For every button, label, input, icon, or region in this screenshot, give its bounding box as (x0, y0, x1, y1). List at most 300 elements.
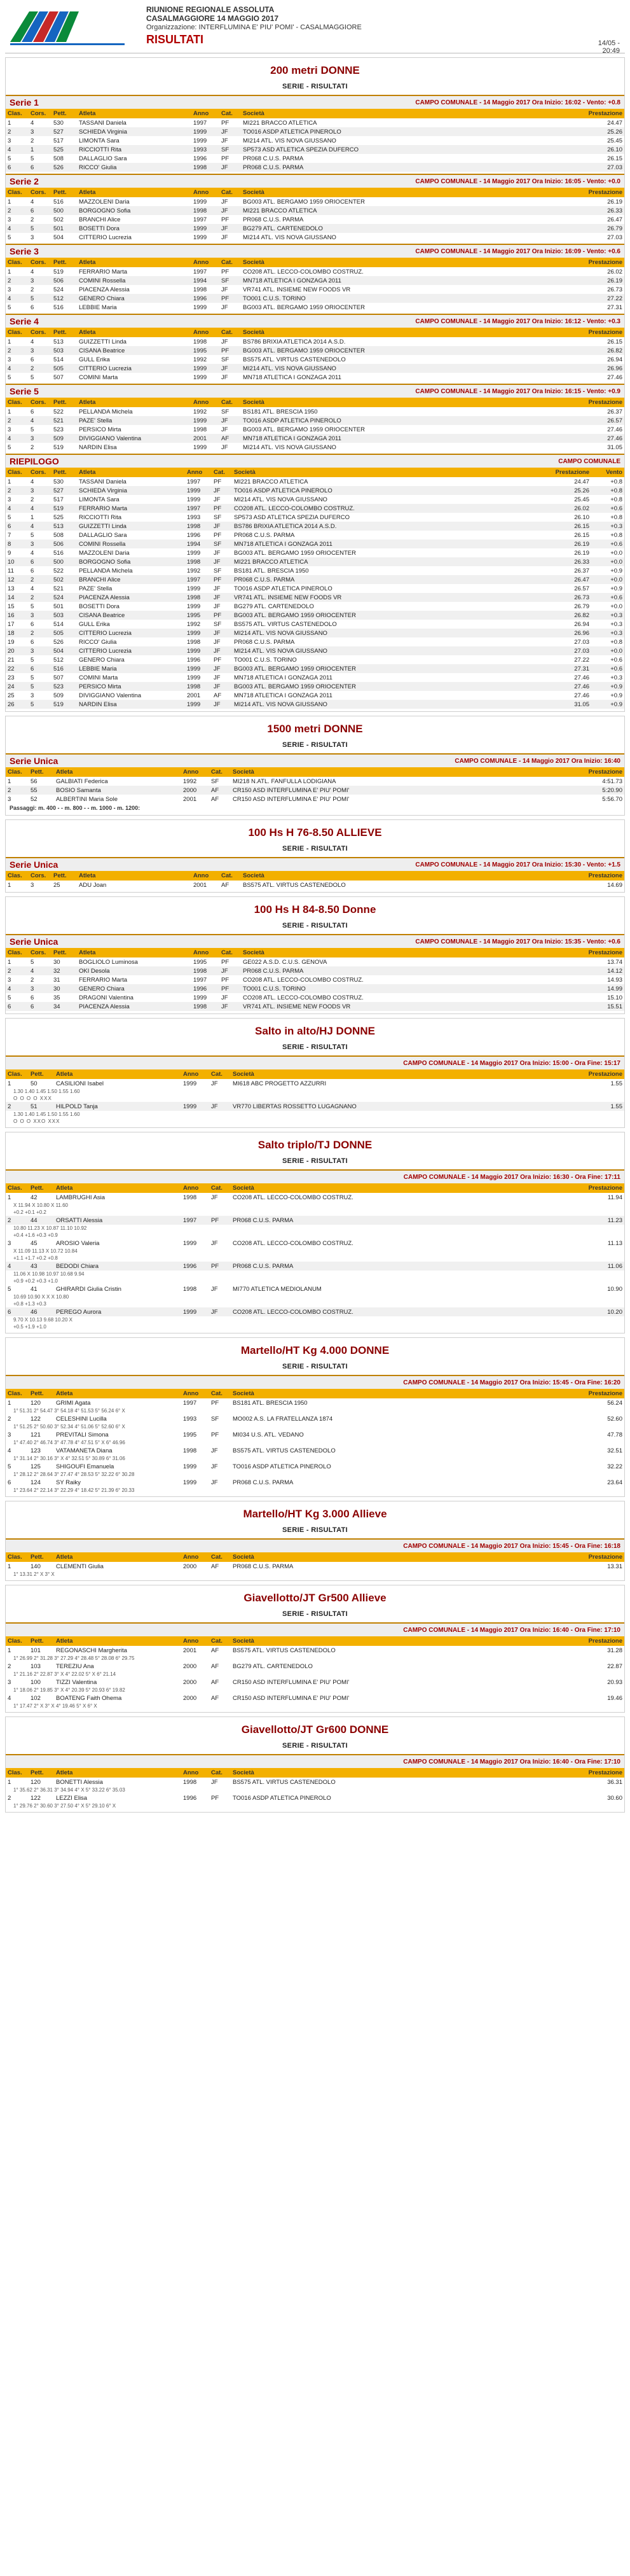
result-cell: 26 (6, 700, 29, 709)
result-cell: 1997 (185, 575, 212, 584)
column-header: Anno (193, 259, 209, 266)
result-cell: 27.03 (542, 646, 591, 655)
result-row (6, 682, 624, 691)
result-cell: 3 (8, 795, 11, 803)
result-row (6, 700, 624, 709)
result-cell: 516 (51, 664, 77, 673)
result-row (6, 786, 624, 795)
result-cell: 504 (51, 646, 77, 655)
result-cell: +0.6 (610, 656, 622, 664)
result-cell: 524 (53, 286, 64, 293)
result-cell: 4:51.73 (602, 777, 622, 785)
result-cell: SF (219, 276, 241, 285)
result-row (6, 224, 624, 233)
result-cell: 1 (8, 881, 11, 889)
result-cell: 26.47 (607, 216, 622, 223)
result-cell: 2001 (191, 434, 219, 443)
attempts-cell: 1° 31.14 2° 30.16 3° X 4° 32.51 5° 30.89 6° 31.06 (6, 1455, 624, 1462)
result-cell: 27.03 (607, 233, 622, 241)
result-cell: 30 (51, 984, 77, 993)
result-cell: JF (209, 1102, 231, 1111)
column-header: Cors. (31, 110, 46, 117)
result-row (6, 1285, 624, 1293)
result-cell: JF (209, 1307, 231, 1316)
attempts-row (6, 1702, 624, 1709)
result-cell: PIACENZA Alessia (77, 1002, 191, 1011)
result-cell: 26.19 (574, 549, 589, 557)
result-row (6, 691, 624, 700)
result-cell: PR068 C.U.S. PARMA (234, 531, 295, 539)
result-cell: 26.10 (574, 513, 589, 521)
result-cell: 5 (29, 682, 51, 691)
column-header: Cors. (31, 399, 46, 406)
result-cell: SF (214, 567, 222, 574)
result-cell: 505 (51, 629, 77, 637)
result-row (6, 443, 624, 452)
result-cell: 5 (31, 656, 34, 664)
result-cell: CISANA Beatrice (77, 346, 191, 355)
result-row (6, 584, 624, 593)
header-text (146, 5, 362, 47)
serie-header (6, 314, 624, 328)
result-cell: 519 (53, 443, 64, 451)
result-cell: MN718 ATLETICA I GONZAGA 2011 (243, 373, 341, 381)
result-cell: MI221 BRACCO ATLETICA (243, 119, 317, 127)
column-header: Prestazione (588, 1071, 622, 1078)
result-cell: 32.51 (607, 1447, 622, 1454)
results-table (6, 1069, 624, 1125)
result-cell: 31.05 (542, 700, 591, 709)
result-cell: BS575 ATL. VIRTUS CASTENEDOLO (233, 1447, 336, 1454)
result-cell: 26.33 (567, 206, 624, 215)
attempts-row (6, 1687, 624, 1694)
column-header: Società (233, 1638, 254, 1645)
result-cell: ALBERTINI Maria Sole (56, 795, 118, 803)
result-cell: TO016 ASDP ATLETICA PINEROLO (241, 416, 567, 425)
event-title: 1500 metri DONNE (267, 723, 363, 735)
result-cell: MI218 N.ATL. FANFULLA LODIGIANA (233, 777, 336, 785)
result-cell: 1 (8, 198, 11, 205)
result-cell: 1999 (183, 1463, 197, 1470)
result-cell: SF (214, 513, 222, 521)
column-header: Cat. (221, 259, 233, 266)
result-cell: +0.3 (610, 674, 622, 681)
result-cell: 1 (8, 478, 11, 485)
result-cell: 1998 (193, 338, 207, 345)
result-cell: 3 (8, 137, 11, 144)
result-cell: 2001 (187, 692, 201, 699)
result-cell: CLEMENTI Giulia (56, 1563, 104, 1570)
column-header: Pett. (31, 1185, 44, 1192)
column-header: Cat. (211, 1390, 223, 1397)
attempts-cell: 1° 28.12 2° 28.64 3° 27.47 4° 28.53 5° 32.22 6° 30.28 (6, 1471, 624, 1478)
attempts-cell: 10.69 10.90 X X X 10.80 (6, 1293, 624, 1300)
result-row (6, 1239, 624, 1248)
result-cell: 26.15 (607, 155, 622, 162)
result-cell: 1999 (181, 1307, 209, 1316)
attempts-cell: +1.1 +1.7 +0.2 +0.8 (6, 1255, 624, 1262)
result-cell: 1995 (185, 611, 212, 620)
result-cell: 1999 (191, 127, 219, 136)
result-row (6, 957, 624, 966)
result-cell: PF (211, 1399, 219, 1407)
serie-name: Serie 3 (10, 246, 39, 256)
result-cell: JF (219, 416, 241, 425)
result-cell: 4 (6, 145, 29, 154)
result-cell: 2 (29, 629, 51, 637)
serie-group (6, 174, 624, 242)
result-row (6, 513, 624, 522)
result-cell: 26.33 (542, 557, 591, 566)
result-cell: ADU Joan (79, 881, 107, 889)
serie-info: CAMPO COMUNALE - 14 Maggio 2017 Ora Inizio: 16:12 - Vento: +0.3 (415, 317, 620, 325)
result-cell: 512 (53, 656, 64, 664)
result-cell: 1999 (183, 1239, 197, 1247)
serie-header (6, 454, 624, 468)
result-cell: PF (214, 656, 222, 664)
result-row (6, 1678, 624, 1687)
result-cell: 1995 (183, 1431, 197, 1438)
result-row (6, 1478, 624, 1487)
column-header: Prestazione (588, 949, 622, 956)
result-cell: LEBBIE Maria (79, 303, 117, 311)
result-cell: BOGLIOLO Luminosa (79, 958, 138, 966)
column-header: Società (243, 872, 264, 879)
result-cell: GRIMI Agata (56, 1399, 91, 1407)
result-cell: 6 (31, 408, 34, 415)
result-cell: 509 (51, 434, 77, 443)
result-cell: LAMBRUGHI Asia (56, 1194, 106, 1201)
attempts-cell: O O O O XXX (6, 1095, 624, 1102)
result-cell: 10.20 (567, 1307, 624, 1316)
result-cell: 517 (53, 137, 64, 144)
result-cell: BG003 ATL. BERGAMO 1959 ORIOCENTER (234, 549, 356, 557)
result-cell: 4 (29, 522, 51, 531)
column-header: Atleta (79, 949, 96, 956)
result-cell: PF (212, 575, 232, 584)
result-cell: MN718 ATLETICA I GONZAGA 2011 (241, 434, 567, 443)
result-cell: SF (211, 777, 219, 785)
column-header: Atleta (56, 1638, 73, 1645)
result-cell: AF (211, 1563, 219, 1570)
result-cell: AROSIO Valeria (56, 1239, 100, 1247)
result-cell: BS786 BRIXIA ATLETICA 2014 A.S.D. (232, 522, 542, 531)
serie-group (6, 934, 624, 1011)
result-cell: 100 (31, 1678, 41, 1686)
result-cell: MAZZOLENI Daria (79, 198, 130, 205)
result-row (6, 276, 624, 285)
result-row (6, 575, 624, 584)
result-cell: BS181 ATL. BRESCIA 1950 (233, 1399, 308, 1407)
result-cell: 2 (6, 1216, 29, 1225)
result-cell: 5 (31, 602, 34, 610)
result-cell: LEBBIE Maria (77, 664, 185, 673)
column-header: Anno (183, 1769, 199, 1776)
column-header: Pett. (31, 1071, 44, 1078)
result-cell: 27.22 (574, 656, 589, 664)
result-cell: 14.69 (607, 881, 622, 889)
result-cell: TO016 ASDP ATLETICA PINEROLO (234, 585, 332, 592)
result-cell: NARDIN Elisa (77, 700, 185, 709)
result-cell: 1996 (191, 294, 219, 303)
attempts-cell: 1° 21.16 2° 22.87 3° X 4° 22.02 5° X 6° 21.14 (6, 1671, 624, 1678)
result-row (6, 127, 624, 136)
result-cell: JF (211, 1463, 218, 1470)
result-cell: TO001 C.U.S. TORINO (241, 294, 567, 303)
result-cell: 6 (31, 620, 34, 628)
result-cell: GULL Erika (79, 620, 110, 628)
result-cell: JF (212, 557, 232, 566)
result-cell: PF (209, 1216, 231, 1225)
result-cell: 10.90 (607, 1285, 622, 1293)
header-row (6, 1768, 624, 1778)
result-cell: 1999 (191, 364, 219, 373)
result-cell: CR150 ASD INTERFLUMINA E' PIU' POMI' (233, 795, 350, 803)
column-header: Cat. (221, 872, 233, 879)
result-cell: BOSETTI Dora (79, 602, 120, 610)
attempts-cell: +0.2 +0.1 +0.2 (6, 1209, 624, 1216)
result-cell: PREVITALI Simona (56, 1431, 109, 1438)
result-cell: SF (219, 145, 241, 154)
result-cell: JF (214, 549, 221, 557)
result-cell: SF (221, 356, 229, 363)
result-cell: +0.6 (591, 504, 624, 513)
result-cell: 27.31 (607, 303, 622, 311)
event-subtitle: SERIE - RISULTATI (282, 922, 348, 929)
result-cell: 2 (6, 346, 29, 355)
header-row (6, 948, 624, 957)
result-row (6, 145, 624, 154)
column-header: Anno (193, 329, 209, 336)
result-cell: DALLAGLIO Sara (79, 155, 127, 162)
result-cell: CO208 ATL. LECCO-COLOMBO COSTRUZ. (232, 504, 542, 513)
result-cell: MI618 ABC PROGETTO AZZURRI (233, 1080, 327, 1087)
result-cell: 1997 (193, 216, 207, 223)
result-cell: 513 (53, 338, 64, 345)
result-cell: 500 (51, 557, 77, 566)
result-cell: +0.9 (591, 682, 624, 691)
result-cell: JF (219, 127, 241, 136)
result-row (6, 655, 624, 664)
result-cell: PF (221, 958, 229, 966)
result-cell: 32 (51, 966, 77, 975)
attempts-cell: O O O XXO XXX (6, 1118, 624, 1125)
result-cell: 11.13 (607, 1239, 622, 1247)
result-cell: JF (212, 522, 232, 531)
result-row (6, 233, 624, 242)
result-cell: 516 (53, 198, 64, 205)
result-cell: 1992 (187, 567, 201, 574)
result-cell: 3 (29, 434, 51, 443)
result-row (6, 1646, 624, 1655)
result-cell: NARDIN Elisa (79, 443, 117, 451)
result-cell: 2000 (183, 1563, 197, 1570)
result-row (6, 285, 624, 294)
event-section (5, 1716, 625, 1813)
result-cell: 4 (29, 416, 51, 425)
result-cell: 50 (31, 1080, 38, 1087)
event-title: Giavellotto/JT Gr500 Allieve (243, 1592, 387, 1604)
column-header: Anno (183, 769, 199, 776)
result-cell: 14.93 (607, 976, 622, 984)
result-cell: JF (219, 206, 241, 215)
result-cell: GALBIATI Federica (56, 777, 108, 785)
result-cell: BOSETTI Dora (77, 224, 191, 233)
result-cell: 26.79 (567, 224, 624, 233)
result-cell: AF (211, 795, 219, 803)
result-cell: 6 (31, 638, 34, 646)
result-cell: SF (212, 540, 232, 548)
attempts-row (6, 1455, 624, 1462)
result-cell: BS575 ATL. VIRTUS CASTENEDOLO (243, 356, 346, 363)
result-cell: 34 (51, 1002, 77, 1011)
result-cell: 103 (31, 1662, 41, 1670)
serie-header (6, 1169, 624, 1183)
result-row (6, 602, 624, 611)
column-header: Prestazione (588, 1390, 622, 1397)
result-cell: 527 (51, 127, 77, 136)
result-row (6, 664, 624, 673)
attempts-row (6, 1111, 624, 1118)
result-cell: 4 (6, 1262, 29, 1271)
result-cell: 4 (31, 585, 34, 592)
column-header: Cat. (221, 399, 233, 406)
result-cell: 26.57 (567, 416, 624, 425)
result-cell: 2 (6, 786, 29, 795)
result-row (6, 373, 624, 382)
result-cell: PF (219, 346, 241, 355)
result-cell: 1 (8, 119, 11, 127)
result-cell: 13 (8, 585, 15, 592)
result-cell: +0.0 (591, 557, 624, 566)
result-cell: 1999 (193, 198, 207, 205)
result-cell: 121 (31, 1431, 41, 1438)
result-cell: JF (219, 1002, 241, 1011)
result-cell: 505 (51, 364, 77, 373)
result-cell: JF (214, 585, 221, 592)
result-cell: 2 (8, 1662, 11, 1670)
result-cell: 31 (53, 976, 60, 984)
result-cell: 6 (6, 522, 29, 531)
result-cell: 5:56.70 (602, 795, 622, 803)
serie-header (6, 857, 624, 871)
result-row (6, 495, 624, 504)
result-cell: 27.22 (567, 294, 624, 303)
result-cell: 9 (8, 549, 11, 557)
result-cell: 5 (31, 426, 34, 433)
attempts-row (6, 1471, 624, 1478)
result-cell: AF (211, 1647, 219, 1654)
result-cell: 1994 (185, 540, 212, 548)
serie-group (6, 857, 624, 889)
result-cell: 4 (8, 1694, 11, 1702)
result-row (6, 416, 624, 425)
result-row (6, 486, 624, 495)
result-cell: VATAMANETA Diana (56, 1447, 113, 1454)
result-cell: TO016 ASDP ATLETICA PINEROLO (241, 127, 567, 136)
result-cell: 4 (6, 224, 29, 233)
header-row (6, 398, 624, 407)
result-cell: 2 (29, 593, 51, 602)
result-cell: 23 (8, 674, 15, 681)
result-cell: 1995 (193, 958, 207, 966)
column-header: Prestazione (588, 1769, 622, 1776)
result-cell: PAZE' Stella (79, 585, 113, 592)
serie-header (6, 1538, 624, 1552)
column-header: Cat. (221, 949, 233, 956)
column-header: Prestazione (588, 399, 622, 406)
column-header: Pett. (53, 469, 67, 476)
attempts-cell: 11.06 X 10.98 10.97 10.68 9.94 (6, 1271, 624, 1278)
result-row (6, 1778, 624, 1786)
result-cell: SF (221, 408, 229, 415)
result-cell: 32.22 (607, 1463, 622, 1470)
result-cell: 6 (29, 557, 51, 566)
result-cell: 3 (31, 881, 34, 889)
column-header: Società (233, 1554, 254, 1561)
result-cell: 5 (31, 531, 34, 539)
attempts-row (6, 1439, 624, 1446)
column-header: Cat. (211, 1638, 223, 1645)
results-table (6, 109, 624, 172)
result-cell: BONETTI Alessia (56, 1778, 103, 1786)
result-cell: JF (211, 1778, 218, 1786)
result-cell: CITTERIO Lucrezia (77, 364, 191, 373)
result-cell: 501 (51, 224, 77, 233)
event-section (5, 1585, 625, 1713)
result-row (6, 163, 624, 172)
result-cell: SP573 ASD ATLETICA SPEZIA DUFERCO (234, 513, 350, 521)
serie-name: Serie 5 (10, 386, 39, 396)
header-row (6, 1389, 624, 1398)
result-cell: 1997 (185, 504, 212, 513)
column-header: Anno (183, 1638, 199, 1645)
result-cell: 44 (29, 1216, 54, 1225)
result-cell: 24.47 (607, 119, 622, 127)
result-cell: 516 (53, 549, 64, 557)
result-cell: 2 (8, 1794, 11, 1802)
result-cell: AF (221, 881, 229, 889)
result-cell: 27.46 (574, 692, 589, 699)
result-cell: JF (219, 224, 241, 233)
result-cell: +0.9 (610, 567, 622, 574)
split-times: Passaggi: m. 400 - - m. 800 - - m. 1000 - m. 1200: (10, 805, 140, 811)
column-header: Anno (193, 399, 209, 406)
column-header: Cat. (221, 189, 233, 196)
serie-name: Serie 4 (10, 316, 39, 326)
result-cell: CISANA Beatrice (77, 611, 185, 620)
result-cell: 1 (31, 513, 34, 521)
result-cell: PR068 C.U.S. PARMA (241, 966, 567, 975)
column-header: Pett. (53, 872, 67, 879)
result-cell: COMINI Marta (79, 674, 118, 681)
event-section (5, 896, 625, 1014)
column-header: Anno (193, 949, 209, 956)
result-cell: 26.96 (567, 364, 624, 373)
page-header (5, 0, 625, 53)
result-cell: 2 (31, 137, 34, 144)
result-cell: +0.0 (610, 549, 622, 557)
column-header: Prestazione (555, 469, 589, 476)
column-header: Prestazione (588, 1554, 622, 1561)
attempts-cell: 1° 35.62 2° 36.31 3° 34.94 4° X 5° 33.22 6° 35.03 (6, 1786, 624, 1793)
serie-info: CAMPO COMUNALE - 14 Maggio 2017 Ora Inizio: 15:45 - Ora Fine: 16:18 (403, 1542, 620, 1550)
result-cell: JF (211, 1479, 218, 1486)
result-cell: 20.93 (607, 1678, 622, 1686)
result-row (6, 267, 624, 276)
attempts-row (6, 1248, 624, 1255)
attempts-cell: 9.70 X 10.13 9.68 10.20 X (6, 1316, 624, 1323)
